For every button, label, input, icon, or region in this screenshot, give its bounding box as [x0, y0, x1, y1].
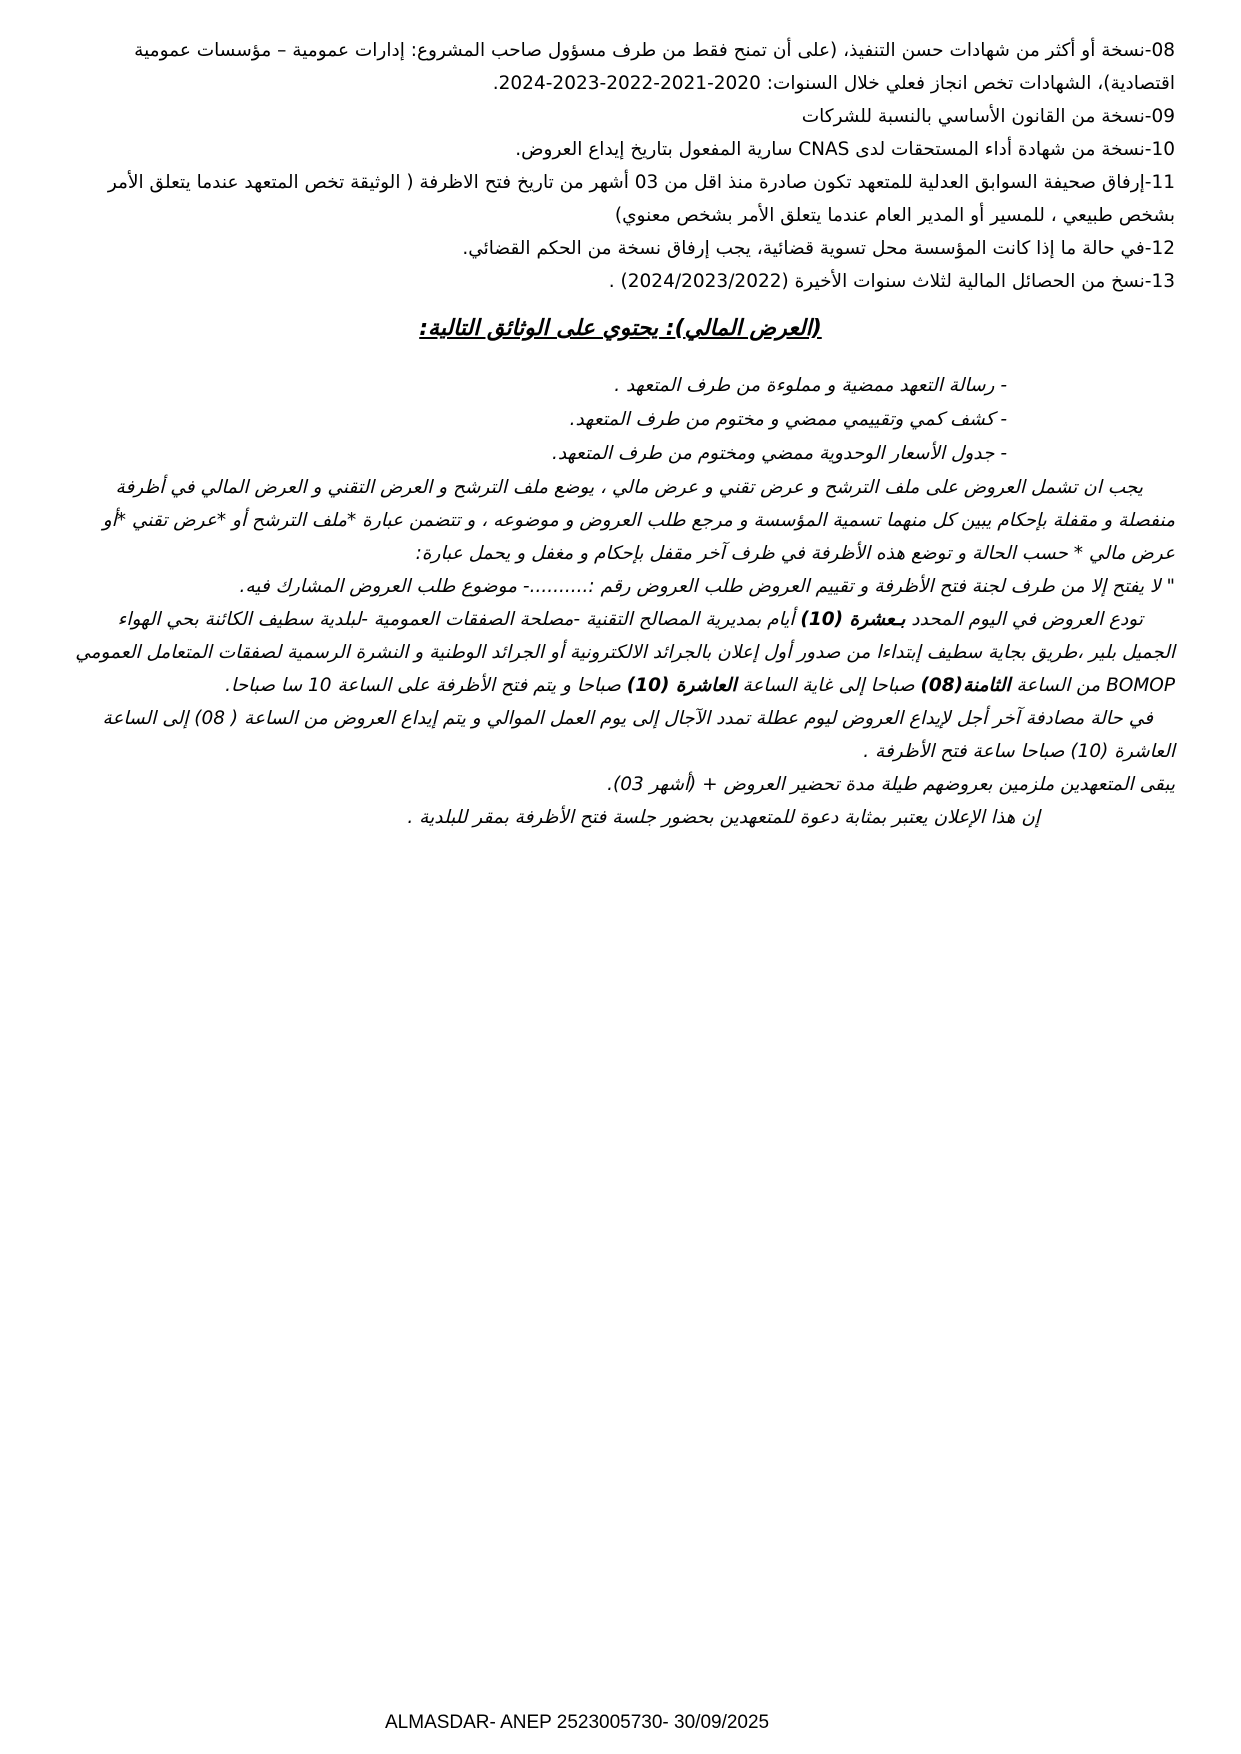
- submission-text-run: بـعشرة (10): [800, 609, 906, 630]
- submission-text-run: العاشرة (10): [626, 675, 737, 696]
- submission-text-run: صباحا إلى غاية الساعة: [736, 675, 921, 696]
- required-document-item: 13-نسخ من الحصائل المالية لثلاث سنوات الأخيرة (2022/‏2023/‏2024) .: [608, 271, 1175, 292]
- invitation-line: إن هذا الإعلان يعتبر بمثابة دعوة للمتعهدين بحضور جلسة فتح الأظرفة بمقر للبلدية .: [407, 807, 1040, 828]
- offers-validity-line: يبقى المتعهدين ملزمين بعروضهم طيلة مدة تحضير العروض + ⁦(03 أشهر)⁩.: [607, 774, 1175, 795]
- submission-paragraph: [66, 603, 1175, 702]
- sealed-envelope-note: " لا يفتح إلا من طرف لجنة فتح الأظرفة و تقييم العروض طلب العروض رقم :..........- موضوع طلب العروض المشارك فيه.: [239, 576, 1175, 597]
- required-document-item: 10-نسخة من شهادة أداء المستحقات لدى CNAS سارية المفعول بتاريخ إيداع العروض.: [515, 139, 1175, 160]
- required-document-item: 08-نسخة أو أكثر من شهادات حسن التنفيذ، (على أن تمنح فقط من طرف مسؤول صاحب المشروع: إدارات عمومية – مؤسسات عمومية اقتصادية)، الشهادات تخص انجاز فعلي خلال السنوات: 2020-‏2021-‏2022-‏2023-‏2024.: [134, 40, 1175, 94]
- financial-offer-heading-text: (العرض المالي): يحتوي على الوثائق التالية:: [419, 316, 822, 341]
- envelopes-instructions-paragraph: يجب ان تشمل العروض على ملف الترشح و عرض تقني و عرض مالي ، يوضع ملف الترشح و العرض التقني و العرض المالي في أظرفة منفصلة و مقفلة بإحكام يبين كل منهما تسمية المؤسسة و مرجع طلب العروض و موضوعه ، و تتضمن عبارة *ملف الترشح أو *عرض تقني *أو عرض مالي * حسب الحالة و توضع هذه الأظرفة في ظرف آخر مقفل بإحكام و مغفل و يحمل عبارة:: [102, 477, 1175, 564]
- submission-text-run: أيام بمديرية المصالح التقنية -مصلحة الصفقات العمومية -لبلدية سطيف الكائنة بحي الهواء الجميل بلير ،طريق بجاية سطيف إبتداءا من صدور أول إعلان بالجرائد الالكترونية أو الجرائد الوطنية و النشرة الرسمية لصفقات المتعامل العمومي BOMOP من الساعة: [75, 609, 1175, 696]
- financial-offer-heading: [66, 312, 1175, 345]
- submission-text-run: تودع العروض في اليوم المحدد: [905, 609, 1143, 630]
- holiday-extension-paragraph: في حالة مصادفة آخر أجل لإيداع العروض ليوم عطلة تمدد الآجال إلى يوم العمل الموالي و يتم إيداع العروض من الساعة ⁦(08 )⁩ إلى الساعة العاشرة (10) صباحا ساعة فتح الأظرفة .: [102, 708, 1175, 762]
- financial-offer-document-item: - جدول الأسعار الوحدوية ممضي ومختوم من طرف المتعهد.: [551, 443, 1007, 464]
- footer-anep-reference: ALMASDAR- ANEP 2523005730- 30/09/2025: [385, 1712, 770, 1733]
- required-document-item: 12-في حالة ما إذا كانت المؤسسة محل تسوية قضائية، يجب إرفاق نسخة من الحكم القضائي.: [462, 238, 1175, 259]
- required-documents-list: [66, 34, 1175, 298]
- submission-text-run: الثامنة(08): [920, 675, 1011, 696]
- submission-text-run: صباحا و يتم فتح الأظرفة على الساعة 10 سا صباحا.: [225, 675, 627, 696]
- document-content: [66, 34, 1175, 834]
- financial-offer-document-item: - كشف كمي وتقييمي ممضي و مختوم من طرف المتعهد.: [569, 409, 1007, 430]
- required-document-item: 11-إرفاق صحيفة السوابق العدلية للمتعهد تكون صادرة منذ اقل من 03 أشهر من تاريخ فتح الاظرفة ( الوثيقة تخص المتعهد عندما يتعلق الأمر بشخص طبيعي ، للمسير أو المدير العام عندما يتعلق الأمر بشخص معنوي): [107, 172, 1175, 226]
- financial-offer-document-item: - رسالة التعهد ممضية و مملوءة من طرف المتعهد .: [614, 375, 1007, 396]
- financial-offer-documents-list: [66, 369, 1175, 471]
- required-document-item: 09-نسخة من القانون الأساسي بالنسبة للشركات: [801, 106, 1175, 127]
